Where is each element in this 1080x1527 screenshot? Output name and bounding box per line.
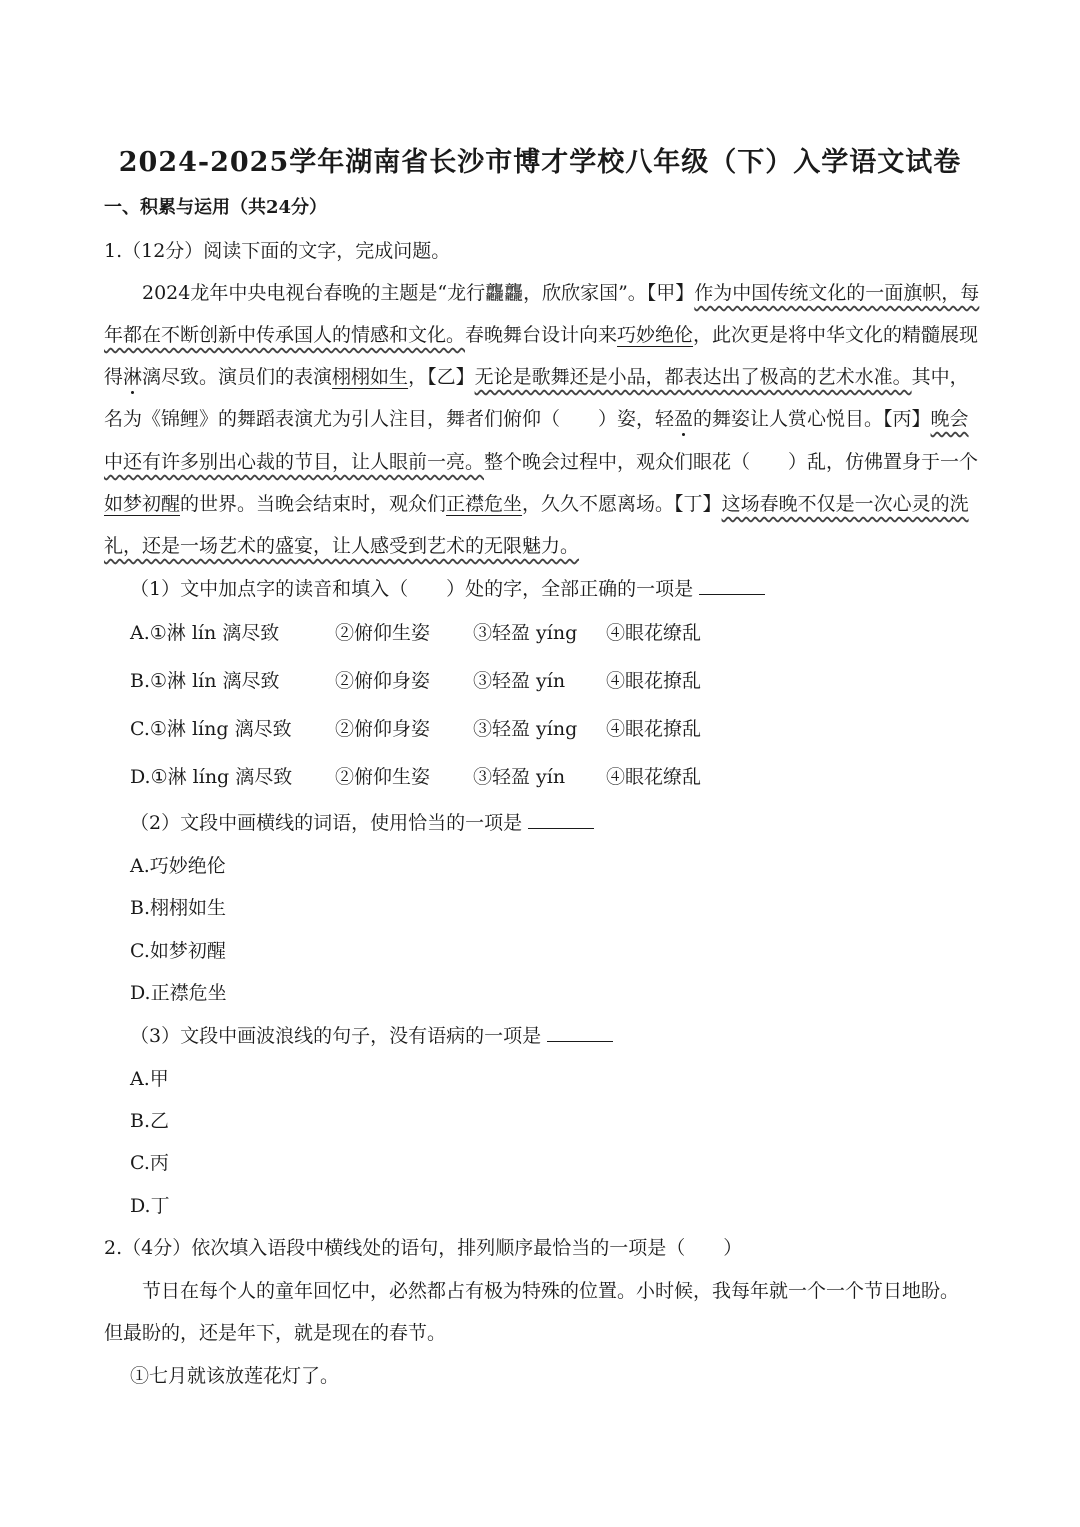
wavy-sentence-bing-cont: 中还有许多别出心裁的节目，让人眼前一亮。 [104,451,485,473]
passage-text: 的舞姿让人赏心悦目。【丙】 [693,408,931,430]
dotted-char-ying: 盈 [674,408,694,430]
sub-question-1-text: （1）文中加点字的读音和填入（ ）处的字，全部正确的一项是 [130,578,694,600]
passage-line-2 [104,320,978,350]
option-d-4: ④眼花缭乱 [606,766,702,788]
passage-line-3 [104,362,969,392]
option-b-4: ④眼花撩乱 [606,670,702,692]
page-title: 2024-2025学年湖南省长沙市博才学校八年级（下）入学语文试卷 [118,147,962,178]
dotted-char-lin: 淋 [123,366,143,388]
option-a-4: ④眼花缭乱 [606,622,702,644]
option-c-4: ④眼花撩乱 [606,718,702,740]
passage-line-6 [104,489,969,519]
passage-text: 名为《锦鲤》的舞蹈表演尤为引人注目，舞者们俯仰（ ）姿，轻 [104,408,675,430]
passage-text: ，此次更是将中华文化的精髓展现 [693,324,979,346]
wavy-sentence-bing: 晚会 [930,408,969,430]
option-b-2: ②俯仰身姿 [335,670,431,692]
question-2-passage-line-1: 节日在每个人的童年回忆中，必然都占有极为特殊的位置。小时候，我每年就一个一个节日地盼。 [142,1280,960,1302]
sub-question-3 [130,1021,613,1051]
option-d-1[interactable]: D.①淋 líng 漓尽致 [130,766,293,788]
option-c-2: ②俯仰身姿 [335,718,431,740]
passage-line-1 [142,278,979,308]
question-2-passage-line-2: 但最盼的，还是年下，就是现在的春节。 [104,1322,447,1344]
sub3-option-a[interactable]: A.甲 [130,1068,169,1090]
underlined-word-2: 栩栩如生 [332,366,409,388]
wavy-sentence-yi: 无论是歌舞还是小品，都表达出了极高的艺术水准。 [474,366,912,388]
answer-blank-3[interactable] [547,1023,613,1042]
passage-text: 整个晚会过程中，观众们眼花（ ）乱，仿佛置身于一个 [484,451,979,473]
option-d-2: ②俯仰生姿 [335,766,431,788]
wavy-sentence-jia-cont: 年都在不断创新中传承国人的情感和文化。 [104,324,466,346]
sub3-option-d[interactable]: D.丁 [130,1195,170,1217]
option-b-3: ③轻盈 yín [473,670,566,692]
wavy-sentence-ding: 这场春晚不仅是一次心灵的洗 [721,493,969,515]
underlined-word-1: 巧妙绝伦 [617,324,694,346]
passage-text: 漓尽致。演员们的表演 [142,366,333,388]
question-2-item-1: ①七月就该放莲花灯了。 [130,1365,340,1387]
sub-question-2 [130,808,594,838]
sub-question-1 [130,574,765,604]
underlined-word-4: 正襟危坐 [446,493,523,515]
sub2-option-a[interactable]: A.巧妙绝伦 [130,855,226,877]
sub3-option-c[interactable]: C.丙 [130,1152,169,1174]
answer-blank-1[interactable] [699,576,765,595]
passage-text: 得 [104,366,124,388]
passage-text: ，【乙】 [408,366,475,388]
option-a-3: ③轻盈 yíng [473,622,578,644]
option-a-1[interactable]: A.①淋 lín 漓尽致 [130,622,280,644]
sub-question-3-text: （3）文段中画波浪线的句子，没有语病的一项是 [130,1025,542,1047]
passage-line-5 [104,447,978,477]
passage-line-4 [104,404,969,434]
underlined-word-3: 如梦初醒 [104,493,181,515]
sub2-option-c[interactable]: C.如梦初醒 [130,940,226,962]
option-c-3: ③轻盈 yíng [473,718,578,740]
sub2-option-d[interactable]: D.正襟危坐 [130,982,227,1004]
sub2-option-b[interactable]: B.栩栩如生 [130,897,227,919]
sub-question-2-text: （2）文段中画横线的词语，使用恰当的一项是 [130,812,523,834]
option-a-2: ②俯仰生姿 [335,622,431,644]
wavy-sentence-jia: 作为中国传统文化的一面旗帜，每 [694,282,980,304]
passage-text: 其中， [911,366,969,388]
section-heading: 一、积累与运用（共24分） [104,197,328,218]
sub3-option-b[interactable]: B.乙 [130,1110,170,1132]
passage-line-7 [104,531,579,561]
option-d-3: ③轻盈 yín [473,766,566,788]
passage-text: 2024龙年中央电视台春晚的主题是“龙行龘龘，欣欣家国”。【甲】 [142,282,695,304]
option-c-1[interactable]: C.①淋 líng 漓尽致 [130,718,292,740]
passage-text: ，久久不愿离场。【丁】 [522,493,722,515]
option-b-1[interactable]: B.①淋 lín 漓尽致 [130,670,280,692]
passage-text: 春晚舞台设计向来 [465,324,618,346]
question-2-stem: 2.（4分）依次填入语段中横线处的语句，排列顺序最恰当的一项是（ ） [104,1237,743,1259]
wavy-sentence-ding-cont: 礼，还是一场艺术的盛宴，让人感受到艺术的无限魅力。 [104,535,580,557]
answer-blank-2[interactable] [528,810,594,829]
question-1-stem: 1.（12分）阅读下面的文字，完成问题。 [104,240,451,262]
passage-text: 的世界。当晚会结束时，观众们 [180,493,447,515]
